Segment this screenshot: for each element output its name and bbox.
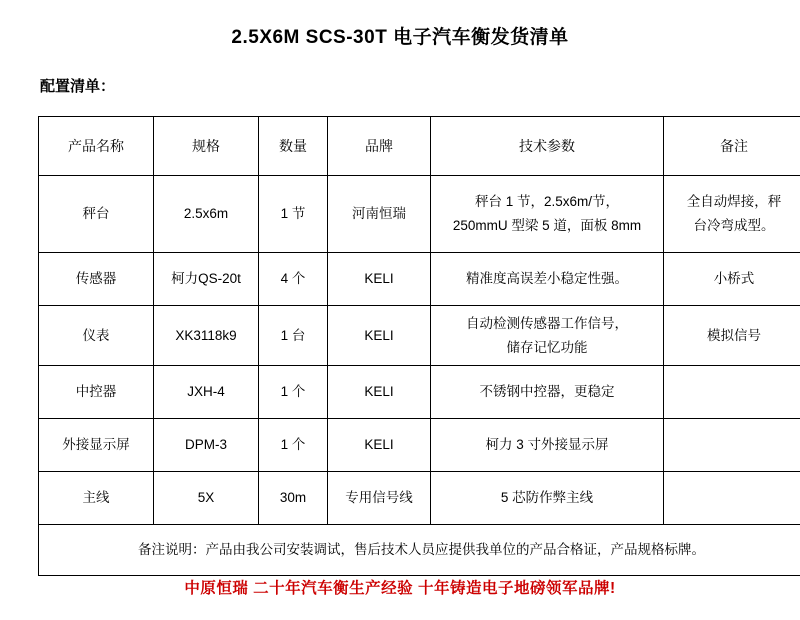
cell-parameters-line1: 自动检测传感器工作信号， xyxy=(434,312,660,336)
table-body xyxy=(39,176,800,576)
table-row xyxy=(39,419,800,472)
column-header-quantity: 数量 xyxy=(259,117,328,176)
table-row xyxy=(39,176,800,253)
cell-quantity: 30m xyxy=(259,472,328,525)
cell-quantity: 1 个 xyxy=(259,419,328,472)
spec-table xyxy=(38,116,800,576)
column-header-product-name: 产品名称 xyxy=(39,117,154,176)
cell-remark-note: 备注说明：产品由我公司安装调试，售后技术人员应提供我单位的产品合格证，产品规格标牌。 xyxy=(39,525,800,576)
cell-spec: XK3118k9 xyxy=(154,306,259,366)
table-row xyxy=(39,253,800,306)
table-header xyxy=(39,117,800,176)
cell-remark: 小桥式 xyxy=(664,253,800,306)
footer-slogan: 中原恒瑞 二十年汽车衡生产经验 十年铸造电子地磅领军品牌! xyxy=(0,576,800,598)
cell-spec: JXH-4 xyxy=(154,366,259,419)
cell-quantity: 1 节 xyxy=(259,176,328,253)
spec-table-container xyxy=(38,116,762,576)
cell-remark-line2: 台冷弯成型。 xyxy=(667,214,800,238)
cell-brand: KELI xyxy=(328,419,431,472)
cell-quantity: 1 个 xyxy=(259,366,328,419)
cell-remark xyxy=(664,472,800,525)
column-header-brand: 品牌 xyxy=(328,117,431,176)
cell-brand: KELI xyxy=(328,253,431,306)
cell-parameters-line2: 250mmU 型梁 5 道，面板 8mm xyxy=(434,214,660,238)
cell-spec: DPM-3 xyxy=(154,419,259,472)
cell-quantity: 1 台 xyxy=(259,306,328,366)
section-subtitle: 配置清单： xyxy=(40,75,800,96)
cell-parameters: 精准度高误差小稳定性强。 xyxy=(431,253,664,306)
cell-remark xyxy=(664,419,800,472)
table-row xyxy=(39,306,800,366)
cell-brand: 河南恒瑞 xyxy=(328,176,431,253)
cell-remark: 模拟信号 xyxy=(664,306,800,366)
cell-parameters xyxy=(431,306,664,366)
cell-spec: 柯力QS-20t xyxy=(154,253,259,306)
table-row xyxy=(39,472,800,525)
cell-parameters: 柯力 3 寸外接显示屏 xyxy=(431,419,664,472)
column-header-remark: 备注 xyxy=(664,117,800,176)
cell-product-name: 主线 xyxy=(39,472,154,525)
table-remark-row xyxy=(39,525,800,576)
cell-remark-line1: 全自动焊接，秤 xyxy=(667,190,800,214)
cell-brand: KELI xyxy=(328,366,431,419)
page-title: 2.5X6M SCS-30T 电子汽车衡发货清单 xyxy=(0,22,800,49)
cell-spec: 2.5x6m xyxy=(154,176,259,253)
table-row xyxy=(39,366,800,419)
cell-quantity: 4 个 xyxy=(259,253,328,306)
table-header-row xyxy=(39,117,800,176)
cell-product-name: 秤台 xyxy=(39,176,154,253)
cell-spec: 5X xyxy=(154,472,259,525)
cell-parameters-line1: 秤台 1 节，2.5x6m/节， xyxy=(434,190,660,214)
cell-parameters xyxy=(431,176,664,253)
cell-product-name: 外接显示屏 xyxy=(39,419,154,472)
cell-brand: 专用信号线 xyxy=(328,472,431,525)
cell-remark xyxy=(664,366,800,419)
document-page xyxy=(0,22,800,620)
cell-brand: KELI xyxy=(328,306,431,366)
cell-parameters: 不锈钢中控器，更稳定 xyxy=(431,366,664,419)
cell-product-name: 中控器 xyxy=(39,366,154,419)
column-header-spec: 规格 xyxy=(154,117,259,176)
cell-parameters-line2: 储存记忆功能 xyxy=(434,336,660,360)
cell-product-name: 仪表 xyxy=(39,306,154,366)
cell-product-name: 传感器 xyxy=(39,253,154,306)
column-header-parameters: 技术参数 xyxy=(431,117,664,176)
cell-parameters: 5 芯防作弊主线 xyxy=(431,472,664,525)
cell-remark xyxy=(664,176,800,253)
